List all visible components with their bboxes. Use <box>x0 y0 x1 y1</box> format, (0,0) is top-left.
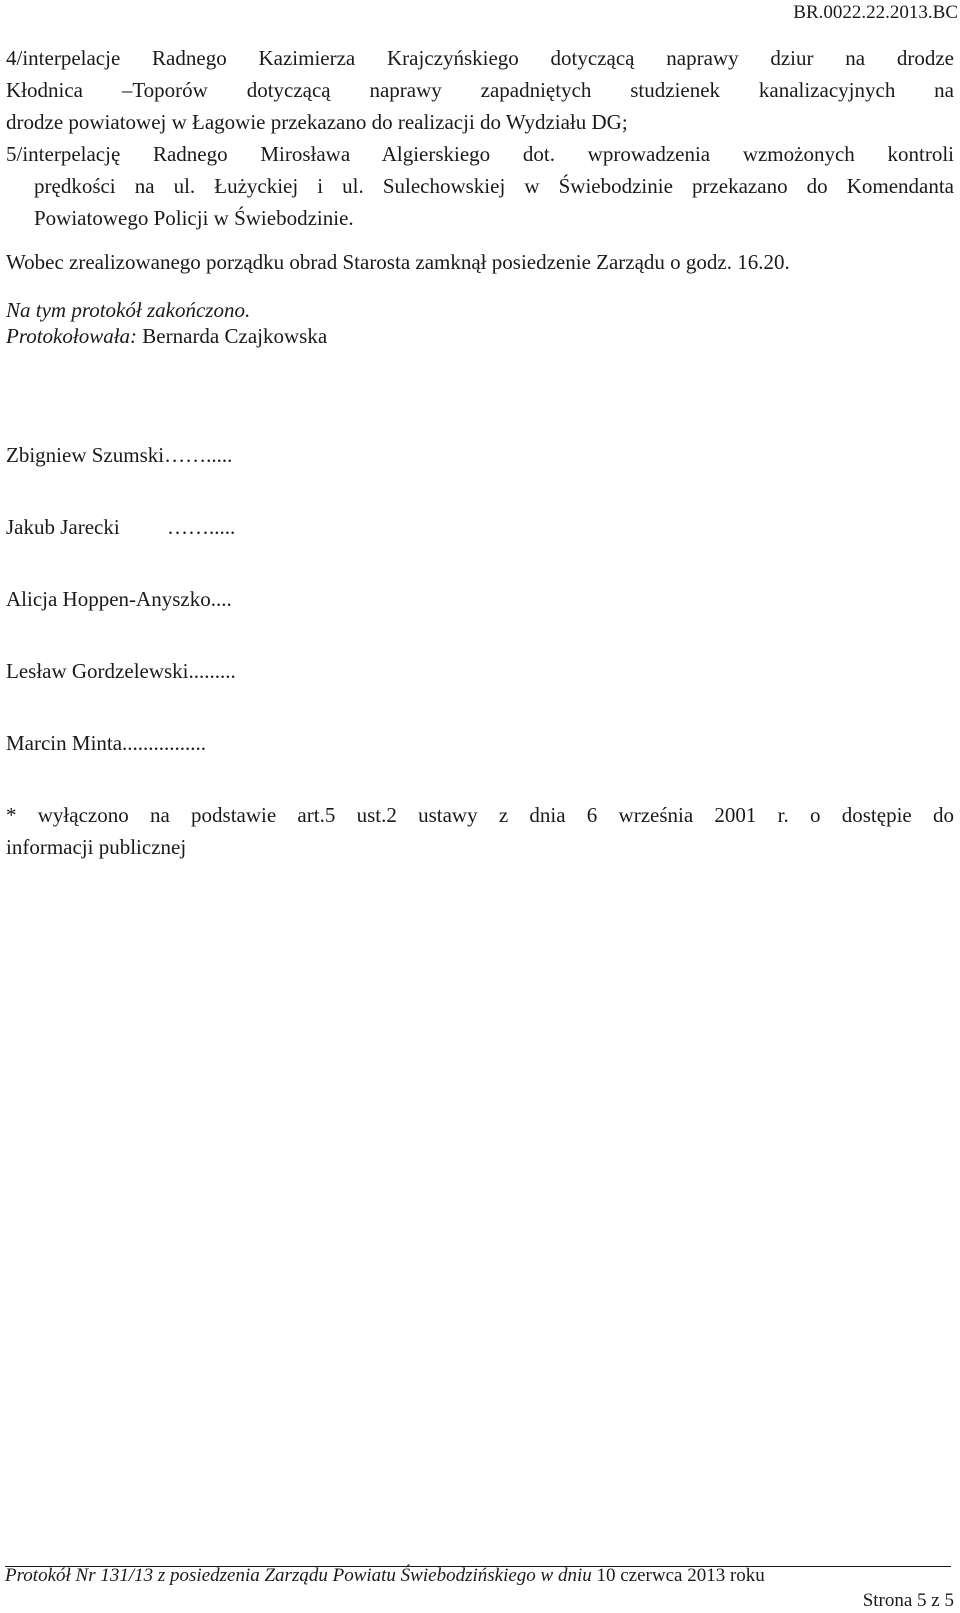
footnote-line-1: * wyłączono na podstawie art.5 ust.2 ustawy z dnia 6 września 2001 r. o dostępie do <box>6 803 954 827</box>
protocol-name: Bernarda Czajkowska <box>142 324 328 348</box>
closing-statement: Wobec zrealizowanego porządku obrad Starosta zamknął posiedzenie Zarządu o godz. 16.20. <box>6 250 790 274</box>
footnote-line-2: informacji publicznej <box>6 835 187 859</box>
protocol-label: Protokołowała: <box>6 324 138 348</box>
protocol-ended: Na tym protokół zakończono. <box>6 298 251 322</box>
item-5-line-1: 5/interpelację Radnego Mirosława Algierskiego dot. wprowadzenia wzmożonych kontroli <box>6 142 954 166</box>
signature-5: Marcin Minta................ <box>6 731 207 755</box>
item-4-line-1: 4/interpelacje Radnego Kazimierza Krajczyńskiego dotyczącą naprawy dziur na drodze <box>6 46 954 70</box>
footer-date: 10 czerwca 2013 roku <box>591 1565 765 1586</box>
signature-4: Lesław Gordzelewski......... <box>6 659 236 683</box>
page-number: Strona 5 z 5 <box>862 1590 954 1611</box>
signature-1: Zbigniew Szumski……..... <box>6 443 233 467</box>
item-4-line-3: drodze powiatowej w Łagowie przekazano do realizacji do Wydziału DG; <box>6 110 628 134</box>
item-5-line-3: Powiatowego Policji w Świebodzinie. <box>34 206 354 230</box>
item-4-line-2: Kłodnica –Toporów dotyczącą naprawy zapadniętych studzienek kanalizacyjnych na <box>6 78 954 102</box>
footer-text <box>5 1565 765 1587</box>
protocol-author <box>6 320 954 352</box>
signature-2: Jakub Jarecki ……..... <box>6 515 236 539</box>
document-id: BR.0022.22.2013.BC <box>793 2 958 23</box>
signature-3: Alicja Hoppen-Anyszko.... <box>6 587 232 611</box>
item-5-line-2: prędkości na ul. Łużyckiej i ul. Sulechowskiej w Świebodzinie przekazano do Komendanta <box>34 174 954 198</box>
footer-title: Protokół Nr 131/13 z posiedzenia Zarządu Powiatu Świebodzińskiego w dniu <box>5 1565 592 1586</box>
